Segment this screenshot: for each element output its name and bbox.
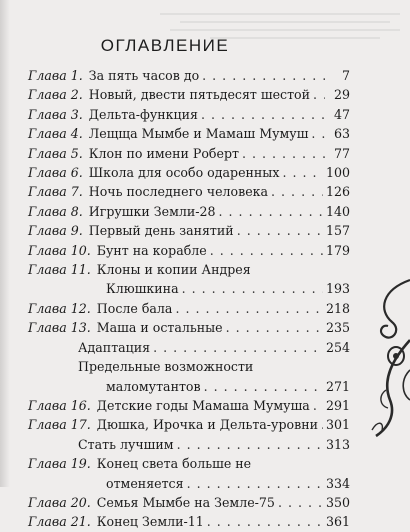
chapter-title: отменяется (106, 475, 184, 491)
chapter-title: Адаптация (78, 339, 151, 355)
chapter-label: Глава 9. (28, 223, 83, 239)
chapter-label: Глава 13. (28, 320, 91, 336)
toc-entry-line (28, 454, 350, 473)
page-gutter-shadow (0, 0, 10, 487)
chapter-label: Глава 21. (28, 514, 91, 530)
page-number: 350 (325, 494, 350, 510)
toc-entry (28, 512, 350, 531)
toc-entry (28, 144, 350, 163)
dot-leader (177, 435, 323, 454)
toc-entry-line (28, 338, 350, 357)
dot-leader (282, 163, 323, 182)
page-title: ОГЛАВЛЕНИЕ (100, 36, 230, 55)
page-number: 140 (325, 203, 350, 219)
chapter-title: Конец Земли-11 (96, 514, 204, 530)
chapter-title: Новый, двести пятьдесят шестой (88, 87, 311, 103)
dot-leader (237, 221, 323, 240)
chapter-title: Первый день занятий (88, 223, 234, 239)
chapter-title: Клон по имени Роберт (88, 145, 239, 161)
page-number: 7 (341, 68, 350, 83)
toc-entry-line (28, 66, 350, 85)
chapter-label: Глава 12. (28, 300, 91, 316)
toc-entry (28, 318, 350, 337)
toc-entry-line (28, 182, 350, 201)
page-number: 77 (333, 145, 350, 161)
dot-leader (271, 182, 323, 201)
page-number: 29 (333, 87, 350, 103)
toc-entry-line (28, 85, 350, 104)
toc-entry-line (28, 260, 350, 279)
toc-entry-line (28, 435, 350, 454)
dot-leader (313, 396, 323, 415)
toc-entry-line (28, 163, 350, 182)
dot-leader (242, 144, 325, 163)
dot-leader (226, 318, 323, 337)
dot-leader (204, 377, 323, 396)
chapter-title: Дельта-функция (88, 106, 198, 122)
chapter-title: Бунт на корабле (96, 242, 207, 258)
table-of-contents (28, 66, 350, 532)
page-number: 218 (325, 300, 350, 316)
chapter-label: Глава 20. (28, 494, 91, 510)
toc-entry-line (28, 241, 350, 260)
dot-leader (187, 474, 323, 493)
dot-leader (210, 241, 323, 260)
toc-entry-line (28, 279, 350, 298)
dot-leader (207, 512, 323, 531)
chapter-title: Семья Мымбе на Земле-75 (96, 494, 275, 510)
page-number: 313 (325, 436, 350, 452)
toc-entry (28, 338, 350, 357)
chapter-label: Глава 10. (28, 242, 91, 258)
toc-entry (28, 124, 350, 143)
chapter-label: Глава 3. (28, 106, 83, 122)
chapter-label: Глава 19. (28, 456, 91, 472)
dot-leader (278, 493, 323, 512)
dot-leader (311, 124, 325, 143)
toc-entry-line (28, 299, 350, 318)
chapter-title: Игрушки Земли-28 (88, 203, 216, 219)
toc-entry (28, 85, 350, 104)
toc-entry (28, 357, 350, 396)
toc-entry (28, 105, 350, 124)
toc-entry-line (28, 512, 350, 531)
page-number: 361 (325, 514, 350, 530)
page-number: 334 (325, 475, 350, 491)
chapter-title: Школа для особо одаренных (88, 165, 280, 181)
page-number: 47 (333, 106, 350, 122)
chapter-label: Глава 17. (28, 417, 91, 433)
chapter-label: Глава 8. (28, 203, 83, 219)
chapter-label: Глава 4. (28, 126, 83, 142)
toc-entry (28, 202, 350, 221)
dot-leader (321, 415, 323, 434)
chapter-label: Глава 2. (28, 87, 83, 103)
chapter-title: маломутантов (106, 378, 201, 394)
decorative-ornament (362, 270, 410, 440)
dot-leader (175, 299, 323, 318)
chapter-title: Предельные возможности (78, 359, 254, 375)
toc-entry (28, 435, 350, 454)
chapter-label: Глава 16. (28, 397, 91, 413)
page-number: 179 (325, 242, 350, 258)
page-number: 193 (325, 281, 350, 297)
toc-entry (28, 221, 350, 240)
chapter-title: Клюшкина (106, 281, 179, 297)
toc-entry (28, 396, 350, 415)
toc-entry-line (28, 144, 350, 163)
dot-leader (201, 105, 325, 124)
dot-leader (313, 85, 325, 104)
chapter-title: Стать лучшим (78, 436, 174, 452)
toc-entry-line (28, 221, 350, 240)
chapter-title: Лещща Мымбе и Мамаш Мумуш (88, 126, 309, 142)
toc-entry-line (28, 105, 350, 124)
toc-entry (28, 415, 350, 434)
page-number: 126 (325, 184, 350, 200)
toc-entry-line (28, 493, 350, 512)
dot-leader (182, 279, 323, 298)
page-number: 254 (325, 339, 350, 355)
toc-entry (28, 66, 350, 85)
chapter-title: Дюшка, Ирочка и Дельта-уровни (96, 417, 318, 433)
toc-entry (28, 163, 350, 182)
chapter-title: Детские годы Мамаша Мумуша (96, 397, 310, 413)
page-number: 271 (325, 378, 350, 394)
toc-entry (28, 182, 350, 201)
dot-leader (153, 338, 323, 357)
toc-entry-line (28, 124, 350, 143)
toc-entry (28, 454, 350, 493)
toc-entry-line (28, 357, 350, 376)
toc-entry-line (28, 377, 350, 396)
page-number: 100 (325, 165, 350, 181)
toc-entry (28, 299, 350, 318)
page-number: 235 (325, 320, 350, 336)
toc-entry-line (28, 396, 350, 415)
chapter-label: Глава 11. (28, 262, 91, 278)
toc-entry-line (28, 202, 350, 221)
chapter-title: Клоны и копии Андрея (96, 262, 251, 278)
page-number: 291 (325, 397, 350, 413)
toc-entry-line (28, 415, 350, 434)
page-number: 63 (333, 126, 350, 142)
dot-leader (202, 66, 325, 85)
chapter-label: Глава 7. (28, 184, 83, 200)
chapter-title: Ночь последнего человека (88, 184, 269, 200)
dot-leader (219, 202, 323, 221)
chapter-title: За пять часов до (88, 68, 200, 83)
toc-entry-line (28, 318, 350, 337)
toc-entry (28, 241, 350, 260)
toc-entry (28, 260, 350, 299)
page-number: 157 (325, 223, 350, 239)
toc-entry-line (28, 474, 350, 493)
chapter-title: После бала (96, 300, 173, 316)
chapter-label: Глава 6. (28, 165, 83, 181)
page-number: 301 (325, 417, 350, 433)
chapter-label: Глава 5. (28, 145, 83, 161)
chapter-title: Маша и остальные (96, 320, 223, 336)
chapter-title: Конец света больше не (96, 456, 252, 472)
toc-entry (28, 493, 350, 512)
chapter-label: Глава 1. (28, 68, 83, 83)
